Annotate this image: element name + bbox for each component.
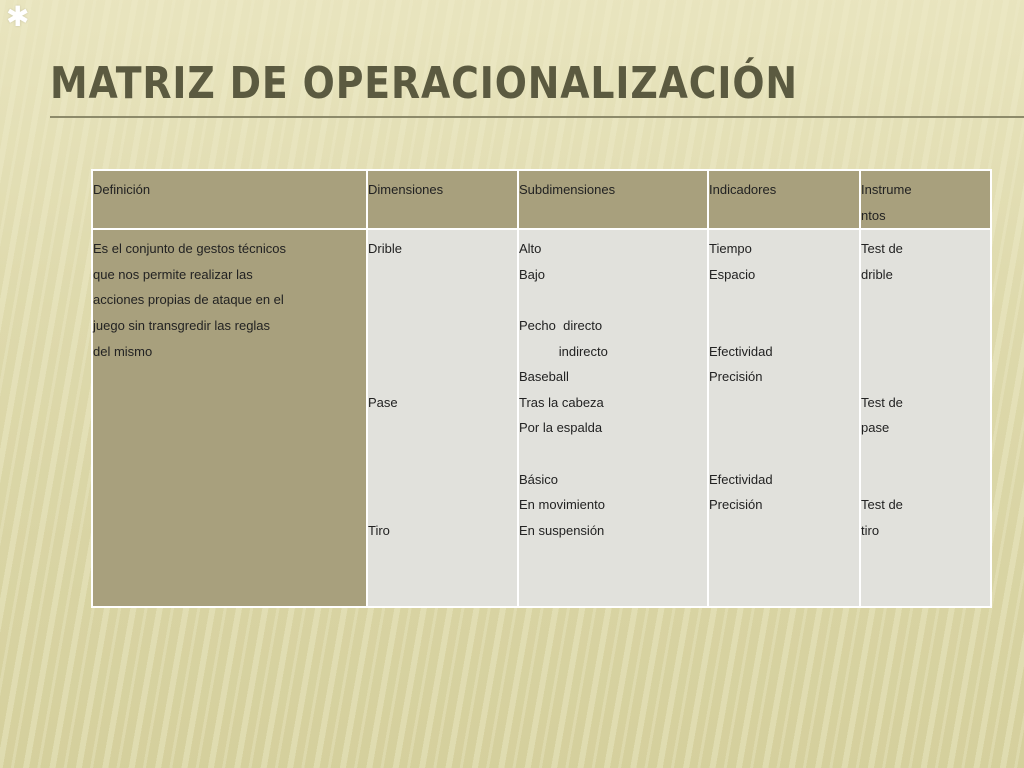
cell-definicion (92, 229, 367, 607)
cell-subdimensiones-line (519, 287, 701, 313)
cell-dimensiones-line (368, 441, 511, 467)
table-header-row (92, 170, 991, 229)
operationalization-matrix (91, 169, 992, 608)
cell-subdimensiones-line: Tras la cabeza (519, 394, 604, 410)
cell-indicadores-line: Efectividad (709, 343, 773, 359)
cell-instrumentos-line (861, 467, 984, 493)
cell-indicadores (708, 229, 860, 607)
cell-dimensiones (367, 229, 518, 607)
cell-subdimensiones-line: En movimiento (519, 497, 605, 513)
cell-indicadores-line (709, 415, 853, 441)
cell-instrumentos-line (861, 313, 984, 339)
cell-subdimensiones-line: Pecho directo (519, 317, 603, 333)
cell-indicadores-line (709, 313, 853, 339)
header-subdimensiones (518, 170, 708, 229)
cell-indicadores-line: Efectividad (709, 471, 773, 487)
cell-subdimensiones-line: Básico (519, 471, 559, 487)
cell-dimensiones-line (368, 364, 511, 390)
cell-definicion-line: que nos permite realizar las (93, 266, 253, 282)
header-instrumentos-label-2: ntos (861, 207, 886, 223)
cell-subdimensiones-line: Baseball (519, 369, 569, 385)
cell-dimensiones-line: Pase (368, 394, 398, 410)
cell-dimensiones-line: Drible (368, 241, 402, 257)
cell-subdimensiones-line: Por la espalda (519, 420, 603, 436)
cell-instrumentos-line: tiro (861, 522, 880, 538)
cell-indicadores-line: Precisión (709, 369, 763, 385)
cell-instrumentos (860, 229, 991, 607)
cell-subdimensiones (518, 229, 708, 607)
slide-title: MATRIZ DE OPERACIONALIZACIÓN (50, 58, 798, 109)
cell-subdimensiones-line: indirecto (519, 343, 608, 359)
cell-dimensiones-line (368, 339, 511, 365)
header-indicadores-label: Indicadores (709, 182, 777, 197)
cell-definicion-line: Es el conjunto de gestos técnicos (93, 241, 286, 257)
cell-subdimensiones-line (519, 441, 701, 467)
cell-subdimensiones-line: En suspensión (519, 522, 605, 538)
header-dimensiones (367, 170, 518, 229)
header-instrumentos-label-1: Instrume (861, 182, 912, 197)
cell-instrumentos-line (861, 339, 984, 365)
cell-indicadores-line (709, 390, 853, 416)
header-definicion-label: Definición (93, 182, 151, 197)
header-definicion (92, 170, 367, 229)
cell-subdimensiones-line: Bajo (519, 266, 546, 282)
cell-instrumentos-line: Test de (861, 497, 903, 513)
cell-instrumentos-line: Test de (861, 241, 903, 257)
cell-definicion-line: del mismo (93, 343, 153, 359)
header-indicadores (708, 170, 860, 229)
cell-instrumentos-line: drible (861, 266, 893, 282)
title-underline (50, 116, 1024, 118)
cell-indicadores-line: Tiempo (709, 241, 752, 257)
cell-indicadores-line: Espacio (709, 266, 756, 282)
cell-instrumentos-line (861, 364, 984, 390)
cell-dimensiones-line: Tiro (368, 522, 390, 538)
cell-dimensiones-line (368, 313, 511, 339)
cell-instrumentos-line: pase (861, 420, 890, 436)
cell-indicadores-line (709, 287, 853, 313)
header-instrumentos (860, 170, 991, 229)
star-decoration-icon: ✱ (6, 0, 30, 33)
cell-dimensiones-line (368, 467, 511, 493)
cell-dimensiones-line (368, 287, 511, 313)
table-body-row (92, 229, 991, 607)
cell-dimensiones-line (368, 415, 511, 441)
cell-definicion-line: juego sin transgredir las reglas (93, 317, 271, 333)
header-dimensiones-label: Dimensiones (368, 182, 444, 197)
cell-dimensiones-line (368, 262, 511, 288)
cell-indicadores-line (709, 441, 853, 467)
cell-subdimensiones-line: Alto (519, 241, 542, 257)
cell-dimensiones-line (368, 492, 511, 518)
cell-definicion-line: acciones propias de ataque en el (93, 292, 284, 308)
cell-instrumentos-line (861, 287, 984, 313)
header-subdimensiones-label: Subdimensiones (519, 182, 616, 197)
cell-indicadores-line: Precisión (709, 497, 763, 513)
cell-instrumentos-line: Test de (861, 394, 903, 410)
cell-instrumentos-line (861, 441, 984, 467)
